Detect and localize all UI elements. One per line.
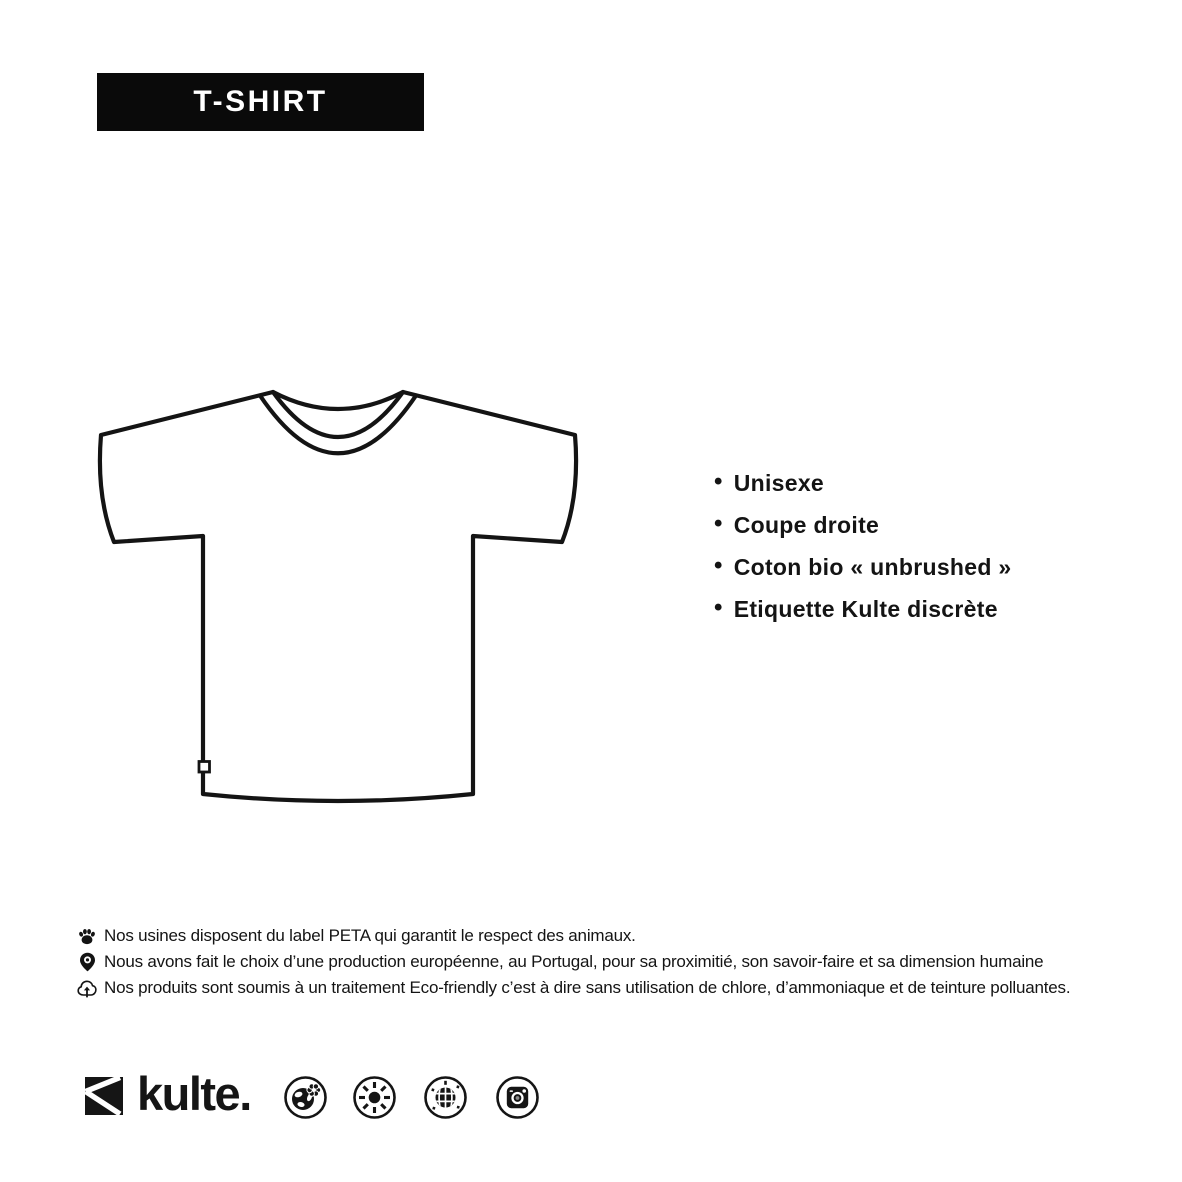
paw-icon xyxy=(77,925,97,947)
earth-flower-icon[interactable] xyxy=(283,1075,328,1125)
tshirt-label-tag xyxy=(199,762,210,773)
notes-list xyxy=(77,923,1070,1001)
feature-label: Coton bio « unbrushed » xyxy=(733,553,1012,580)
bullet-icon: • xyxy=(714,552,723,579)
footer-brand xyxy=(85,1067,251,1120)
note-item xyxy=(77,949,1070,975)
tshirt-illustration xyxy=(88,378,588,818)
feature-item xyxy=(714,462,1011,504)
bullet-icon: • xyxy=(714,468,723,495)
feature-item xyxy=(714,546,1011,588)
disco-ball-icon[interactable] xyxy=(423,1075,468,1125)
feature-label: Coupe droite xyxy=(733,511,880,538)
tree-icon xyxy=(77,977,97,999)
brand-wordmark: kulte. xyxy=(137,1067,251,1120)
note-item xyxy=(77,923,1070,949)
bullet-icon: • xyxy=(714,594,723,621)
instagram-camera-icon[interactable] xyxy=(495,1075,540,1125)
note-text: Nos usines disposent du label PETA qui garantit le respect des animaux. xyxy=(104,926,636,945)
feature-item xyxy=(714,588,1011,630)
sun-icon[interactable] xyxy=(352,1075,397,1125)
feature-label: Etiquette Kulte discrète xyxy=(733,595,998,622)
title-banner xyxy=(97,73,424,131)
feature-item xyxy=(714,504,1011,546)
footer-icons xyxy=(283,1075,540,1125)
note-text: Nos produits sont soumis à un traitement Eco-friendly c’est à dire sans utilisation de chlore, d’ammoniaque et de teinture polluantes. xyxy=(104,978,1071,997)
feature-label: Unisexe xyxy=(733,469,825,496)
note-text: Nous avons fait le choix d’une production européenne, au Portugal, pour sa proximitié, son savoir-faire et sa dimension humaine xyxy=(104,952,1044,971)
location-pin-icon xyxy=(77,951,97,973)
note-item xyxy=(77,975,1070,1001)
page-title: T-SHIRT xyxy=(193,85,328,118)
kulte-logo-mark xyxy=(85,1077,123,1115)
bullet-icon: • xyxy=(714,510,723,537)
feature-list xyxy=(714,462,1011,630)
